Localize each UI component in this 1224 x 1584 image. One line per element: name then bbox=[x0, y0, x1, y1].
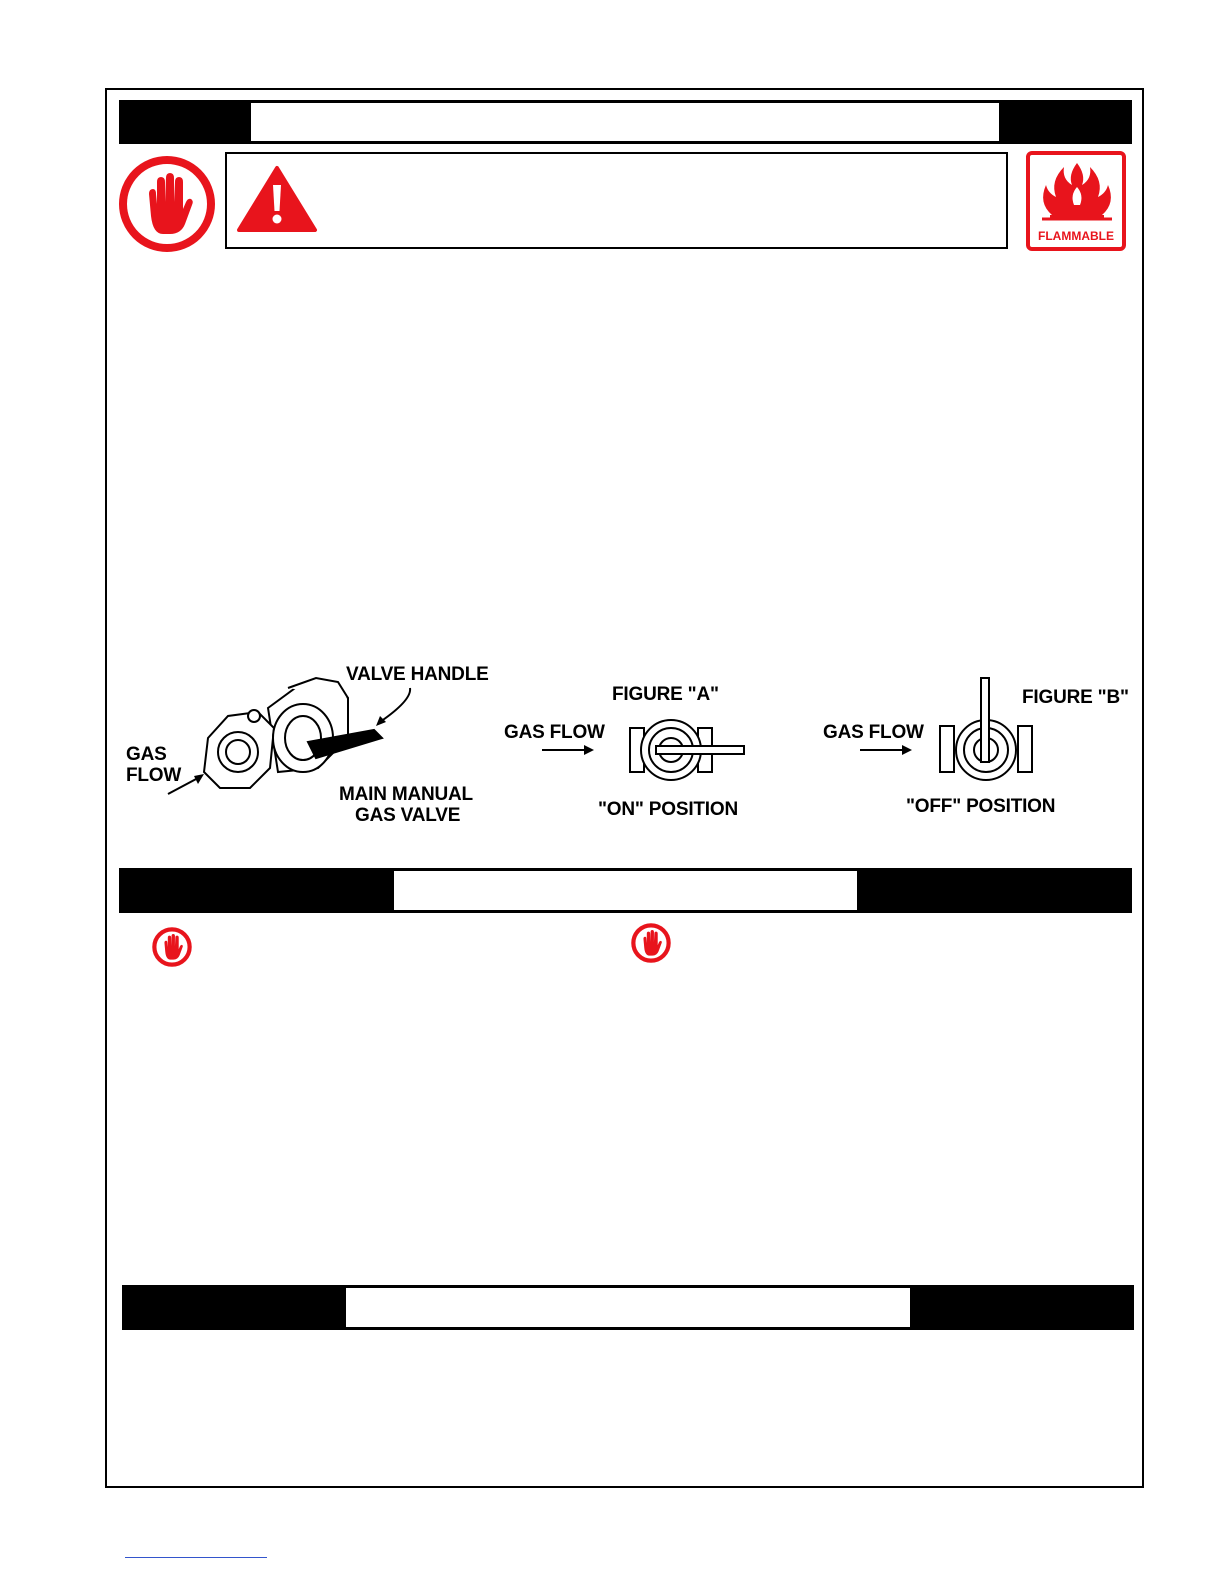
section-header-title-box-2 bbox=[394, 871, 857, 910]
flammable-label: FLAMMABLE bbox=[1038, 229, 1114, 243]
gas-flow-label-line2: FLOW bbox=[126, 765, 182, 786]
section-header-title-box-3 bbox=[346, 1288, 910, 1327]
flammable-icon bbox=[1026, 151, 1126, 251]
figure-b-valve-off-position bbox=[936, 676, 1036, 786]
gas-flow-label-line1: GAS bbox=[126, 744, 167, 765]
section-header-bar-2 bbox=[119, 868, 1132, 913]
figure-a-position-label: "ON" POSITION bbox=[598, 799, 738, 820]
figure-a-title: FIGURE "A" bbox=[612, 684, 719, 705]
valve-handle-label: VALVE HANDLE bbox=[346, 664, 489, 685]
section-header-bar-3 bbox=[122, 1285, 1134, 1330]
figure-b-gas-flow-arrow bbox=[858, 744, 914, 756]
stop-hand-icon bbox=[118, 154, 216, 254]
warning-triangle-icon bbox=[236, 165, 318, 233]
figure-a-valve-on-position bbox=[626, 712, 748, 784]
figure-b-title: FIGURE "B" bbox=[1022, 687, 1129, 708]
main-manual-label-line2: GAS VALVE bbox=[355, 805, 461, 826]
figure-a-gas-flow-arrow bbox=[540, 744, 596, 756]
section-header-title-box-1 bbox=[251, 103, 999, 141]
main-manual-label-line1: MAIN MANUAL bbox=[339, 784, 473, 805]
figure-a-gas-flow-label: GAS FLOW bbox=[504, 722, 605, 743]
gas-flow-arrow bbox=[166, 772, 206, 796]
footer-link-underline bbox=[125, 1557, 267, 1558]
section-header-bar-1 bbox=[119, 100, 1132, 144]
valve-handle-leader-arrow bbox=[370, 686, 420, 730]
figure-b-gas-flow-label: GAS FLOW bbox=[823, 722, 924, 743]
stop-hand-icon bbox=[629, 922, 673, 964]
figure-b-position-label: "OFF" POSITION bbox=[906, 796, 1056, 817]
stop-hand-icon bbox=[150, 926, 194, 968]
warning-box bbox=[225, 152, 1008, 249]
flame-icon bbox=[1036, 159, 1118, 229]
